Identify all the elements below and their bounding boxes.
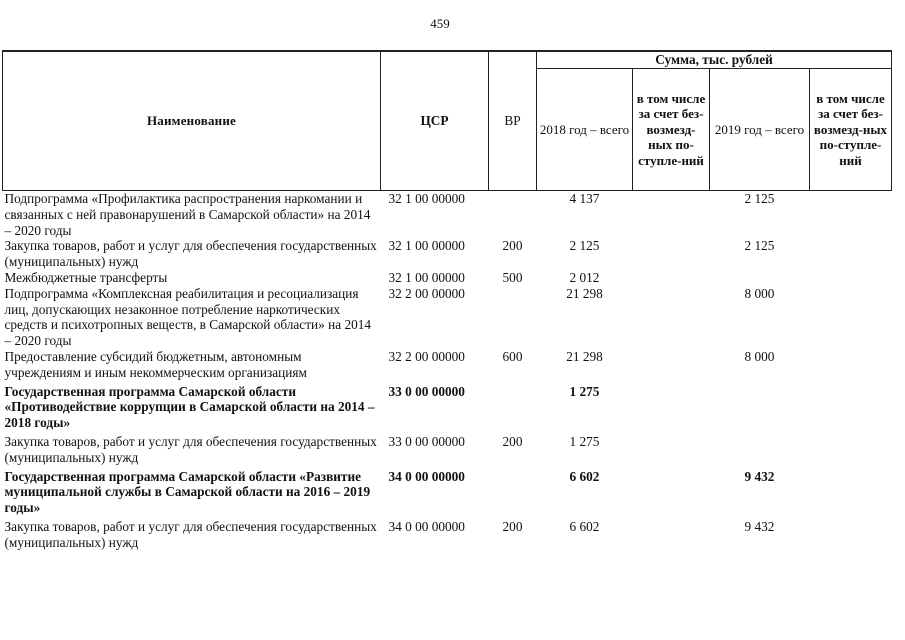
header-name: Наименование — [3, 51, 381, 191]
header-2018-total: 2018 год – всего — [537, 69, 633, 191]
row-vr — [489, 191, 537, 239]
row-2019-gratis — [810, 286, 892, 349]
row-2018-total: 21 298 — [566, 348, 603, 364]
row-2018-gratis — [633, 519, 710, 551]
row-csr: 33 0 00 00000 — [388, 433, 465, 449]
row-2018-gratis — [633, 191, 710, 239]
row-2018-total: 2 125 — [569, 238, 600, 254]
header-2019-total: 2019 год – всего — [710, 69, 810, 191]
row-2019-total — [710, 270, 810, 286]
budget-table — [2, 50, 892, 551]
row-2019-gratis — [810, 469, 892, 519]
row-name: Закупка товаров, работ и услуг для обеспечения государственных (муниципальных) нужд — [4, 238, 377, 270]
row-2018-total: 2 012 — [569, 269, 600, 285]
table-row — [3, 191, 892, 239]
row-2019-total: 8 000 — [744, 285, 775, 301]
row-2019-total: 2 125 — [744, 191, 775, 206]
header-amount-group: Сумма, тыс. рублей — [537, 51, 892, 69]
table-row — [3, 519, 892, 551]
row-2019-total — [710, 434, 810, 469]
row-vr: 500 — [502, 269, 523, 285]
row-2018-total: 6 602 — [569, 468, 600, 484]
row-vr — [489, 469, 537, 519]
row-2019-gratis — [810, 349, 892, 384]
row-csr: 32 2 00 00000 — [388, 348, 465, 364]
row-csr: 33 0 00 00000 — [388, 383, 465, 399]
table-row — [3, 238, 892, 270]
row-name: Государственная программа Самарской области «Противодействие коррупции в Самарской области на 2014 – 2018 годы» — [4, 383, 375, 431]
table-body — [3, 191, 892, 551]
row-vr — [489, 286, 537, 349]
row-2019-gratis — [810, 384, 892, 434]
row-2018-gratis — [633, 238, 710, 270]
page-number: 459 — [430, 16, 450, 31]
row-2018-total: 4 137 — [569, 191, 600, 206]
row-vr: 200 — [502, 238, 523, 254]
row-csr: 34 0 00 00000 — [388, 518, 465, 534]
row-csr: 32 2 00 00000 — [388, 285, 465, 301]
row-2019-total: 9 432 — [744, 518, 775, 534]
row-2018-total: 1 275 — [569, 433, 600, 449]
header-csr: ЦСР — [381, 51, 489, 191]
table-row — [3, 286, 892, 349]
row-2019-gratis — [810, 519, 892, 551]
header-2019-gratis: в том числе за счет без-возмезд-ных по-ступле-ний — [810, 69, 892, 191]
row-2018-gratis — [633, 286, 710, 349]
row-2018-gratis — [633, 349, 710, 384]
row-2019-total: 9 432 — [744, 468, 775, 484]
header-vr: ВР — [489, 51, 537, 191]
row-name: Межбюджетные трансферты — [4, 269, 168, 285]
row-2018-total: 6 602 — [569, 518, 600, 534]
row-2018-gratis — [633, 384, 710, 434]
row-vr: 200 — [502, 433, 523, 449]
row-csr: 32 1 00 00000 — [388, 191, 465, 206]
row-name: Подпрограмма «Профилактика распространения наркомании и связанных с ней правонарушений в Самарской области» на 2014 – 2020 годы — [4, 191, 371, 238]
table-row — [3, 469, 892, 519]
row-vr: 200 — [502, 518, 523, 534]
row-csr: 34 0 00 00000 — [388, 468, 465, 484]
row-name: Государственная программа Самарской области «Развитие муниципальной службы в Самарской области на 2016 – 2019 годы» — [4, 468, 371, 516]
row-2019-total: 2 125 — [744, 238, 775, 254]
table-row — [3, 270, 892, 286]
table-header — [3, 51, 892, 191]
row-2019-gratis — [810, 238, 892, 270]
row-2019-gratis — [810, 270, 892, 286]
table-row — [3, 349, 892, 384]
table-row — [3, 434, 892, 469]
row-2019-gratis — [810, 434, 892, 469]
header-2018-gratis: в том числе за счет без-возмезд-ных по-ступле-ний — [633, 69, 710, 191]
row-2019-total: 8 000 — [744, 348, 775, 364]
row-2018-total: 21 298 — [566, 285, 603, 301]
row-2018-gratis — [633, 469, 710, 519]
table-row — [3, 384, 892, 434]
row-2019-total — [710, 384, 810, 434]
row-name: Подпрограмма «Комплексная реабилитация и ресоциализация лиц, допускающих незаконное потребление наркотических средств и психотропных веществ, в Самарской области» на 2014 – 2020 годы — [4, 285, 372, 349]
row-2018-gratis — [633, 434, 710, 469]
row-2018-gratis — [633, 270, 710, 286]
row-vr — [489, 384, 537, 434]
row-name: Закупка товаров, работ и услуг для обеспечения государственных (муниципальных) нужд — [4, 518, 377, 550]
row-csr: 32 1 00 00000 — [388, 269, 465, 285]
row-vr: 600 — [502, 348, 523, 364]
row-name: Закупка товаров, работ и услуг для обеспечения государственных (муниципальных) нужд — [4, 433, 377, 465]
row-2019-gratis — [810, 191, 892, 239]
row-csr: 32 1 00 00000 — [388, 238, 465, 254]
row-2018-total: 1 275 — [569, 383, 600, 399]
row-name: Предоставление субсидий бюджетным, автономным учреждениям и иным некоммерческим организациям — [4, 348, 307, 380]
